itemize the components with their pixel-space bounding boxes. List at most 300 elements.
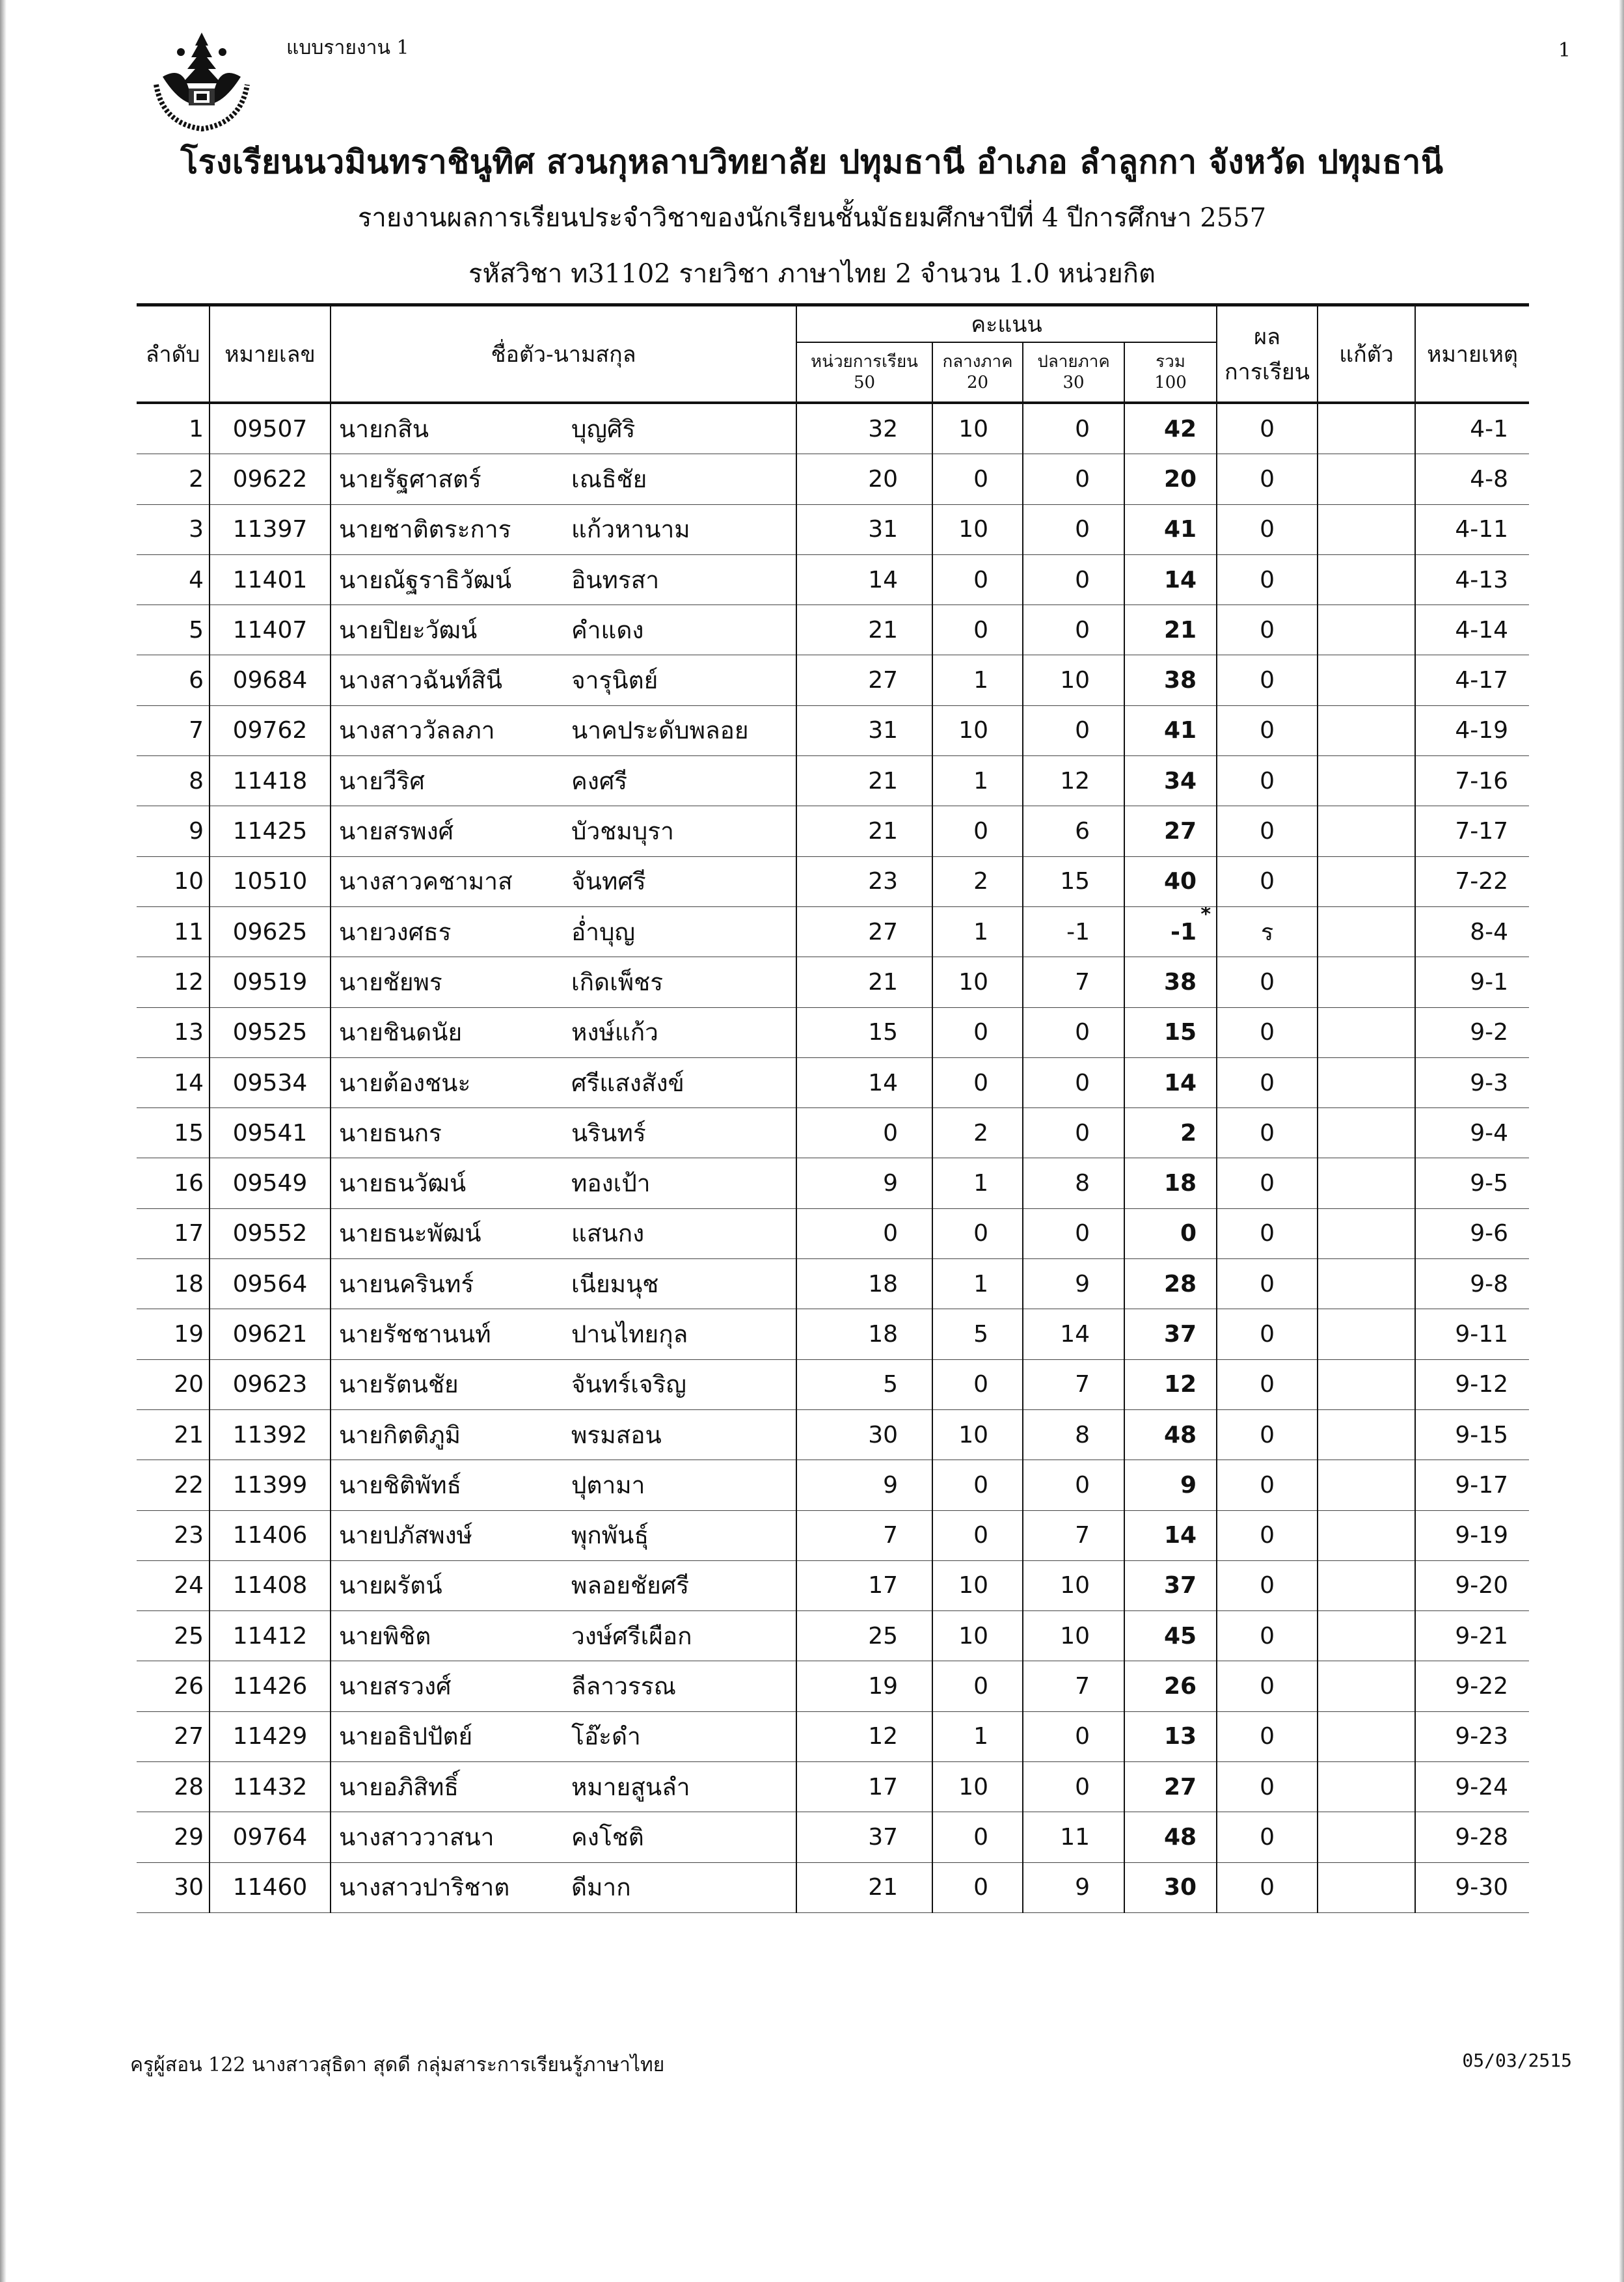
- cell-total-score: 0: [1124, 1208, 1217, 1258]
- cell-remark: 9-19: [1415, 1510, 1529, 1560]
- cell-result: 0: [1217, 1812, 1318, 1862]
- table-row: [137, 655, 1529, 705]
- col-header-result-line1: ผล: [1254, 324, 1280, 350]
- cell-no: 8: [137, 756, 210, 806]
- table-row: [137, 1259, 1529, 1309]
- cell-first-name: นายธนวัฒน์: [331, 1158, 571, 1208]
- cell-result: 0: [1217, 504, 1318, 554]
- cell-fix: [1318, 554, 1415, 604]
- table-row: [137, 1611, 1529, 1661]
- cell-total-score: -1 *: [1124, 906, 1217, 957]
- cell-unit-score: 9: [796, 1460, 932, 1510]
- table-row: [137, 1812, 1529, 1862]
- footer-date: 05/03/2515: [1462, 2050, 1572, 2071]
- cell-total-score: 37: [1124, 1309, 1217, 1359]
- cell-first-name: นายชาติตระการ: [331, 504, 571, 554]
- cell-fix: [1318, 756, 1415, 806]
- cell-fix: [1318, 1762, 1415, 1812]
- cell-result: 0: [1217, 1460, 1318, 1510]
- cell-student-id: 11401: [210, 554, 331, 604]
- cell-remark: 8-4: [1415, 906, 1529, 957]
- cell-last-name: จันทศรี: [571, 856, 796, 906]
- table-row: [137, 454, 1529, 504]
- table-row: [137, 1359, 1529, 1409]
- cell-fix: [1318, 655, 1415, 705]
- col-header-result: [1217, 305, 1318, 403]
- table-row: [137, 1108, 1529, 1158]
- cell-remark: 4-11: [1415, 504, 1529, 554]
- cell-remark: 9-30: [1415, 1862, 1529, 1912]
- cell-remark: 9-12: [1415, 1359, 1529, 1409]
- cell-first-name: นายสรพงศ์: [331, 806, 571, 856]
- col-header-total-label: รวม: [1156, 352, 1185, 372]
- cell-fix: [1318, 1611, 1415, 1661]
- cell-remark: 9-24: [1415, 1762, 1529, 1812]
- col-header-remark: หมายเหตุ: [1415, 305, 1529, 403]
- table-row: [137, 1510, 1529, 1560]
- cell-total-score: 28: [1124, 1259, 1217, 1309]
- cell-last-name: คงศรี: [571, 756, 796, 806]
- cell-first-name: นายต้องชนะ: [331, 1057, 571, 1107]
- cell-midterm-score: 2: [932, 856, 1023, 906]
- cell-midterm-score: 1: [932, 1711, 1023, 1761]
- cell-final-score: 10: [1023, 1560, 1124, 1610]
- cell-midterm-score: 10: [932, 705, 1023, 755]
- cell-last-name: เณธิชัย: [571, 454, 796, 504]
- cell-unit-score: 7: [796, 1510, 932, 1560]
- cell-fix: [1318, 1259, 1415, 1309]
- cell-final-score: 0: [1023, 1007, 1124, 1057]
- cell-student-id: 11408: [210, 1560, 331, 1610]
- cell-fix: [1318, 1661, 1415, 1711]
- cell-fix: [1318, 1711, 1415, 1761]
- grade-table-body: [137, 403, 1529, 1912]
- cell-last-name: หมายสูนลำ: [571, 1762, 796, 1812]
- col-header-scores: คะแนน: [796, 305, 1217, 343]
- cell-unit-score: 9: [796, 1158, 932, 1208]
- cell-result: 0: [1217, 1007, 1318, 1057]
- cell-final-score: 0: [1023, 705, 1124, 755]
- cell-last-name: จารุนิตย์: [571, 655, 796, 705]
- cell-student-id: 09764: [210, 1812, 331, 1862]
- col-header-no: ลำดับ: [137, 305, 210, 403]
- cell-fix: [1318, 906, 1415, 957]
- cell-unit-score: 14: [796, 1057, 932, 1107]
- cell-first-name: นายชินดนัย: [331, 1007, 571, 1057]
- cell-unit-score: 12: [796, 1711, 932, 1761]
- cell-unit-score: 23: [796, 856, 932, 906]
- cell-result: 0: [1217, 454, 1318, 504]
- cell-midterm-score: 0: [932, 1208, 1023, 1258]
- cell-no: 9: [137, 806, 210, 856]
- cell-midterm-score: 10: [932, 1409, 1023, 1460]
- cell-last-name: โอ๊ะดำ: [571, 1711, 796, 1761]
- cell-first-name: นายวงศธร: [331, 906, 571, 957]
- cell-fix: [1318, 1510, 1415, 1560]
- cell-midterm-score: 10: [932, 1560, 1023, 1610]
- cell-unit-score: 25: [796, 1611, 932, 1661]
- cell-final-score: 10: [1023, 1611, 1124, 1661]
- cell-last-name: นรินทร์: [571, 1108, 796, 1158]
- cell-midterm-score: 0: [932, 1510, 1023, 1560]
- cell-midterm-score: 1: [932, 655, 1023, 705]
- cell-result: 0: [1217, 957, 1318, 1007]
- cell-fix: [1318, 806, 1415, 856]
- cell-student-id: 11407: [210, 605, 331, 655]
- table-row: [137, 1460, 1529, 1510]
- cell-unit-score: 21: [796, 806, 932, 856]
- cell-last-name: นาคประดับพลอย: [571, 705, 796, 755]
- cell-last-name: คำแดง: [571, 605, 796, 655]
- cell-remark: 9-3: [1415, 1057, 1529, 1107]
- cell-remark: 4-19: [1415, 705, 1529, 755]
- cell-midterm-score: 0: [932, 1359, 1023, 1409]
- cell-student-id: 11406: [210, 1510, 331, 1560]
- cell-result: 0: [1217, 1611, 1318, 1661]
- cell-final-score: 7: [1023, 1359, 1124, 1409]
- cell-no: 2: [137, 454, 210, 504]
- cell-fix: [1318, 1460, 1415, 1510]
- cell-final-score: 12: [1023, 756, 1124, 806]
- cell-result: 0: [1217, 1158, 1318, 1208]
- cell-total-score: 14: [1124, 1510, 1217, 1560]
- cell-midterm-score: 0: [932, 806, 1023, 856]
- cell-unit-score: 0: [796, 1208, 932, 1258]
- cell-midterm-score: 1: [932, 756, 1023, 806]
- cell-remark: 9-1: [1415, 957, 1529, 1007]
- cell-last-name: เนียมนุช: [571, 1259, 796, 1309]
- footer-teacher: ครูผู้สอน 122 นางสาวสุธิดา สุดดี กลุ่มสาระการเรียนรู้ภาษาไทย: [130, 2054, 665, 2076]
- cell-student-id: 11429: [210, 1711, 331, 1761]
- cell-first-name: นายนครินทร์: [331, 1259, 571, 1309]
- cell-first-name: นายชัยพร: [331, 957, 571, 1007]
- cell-total-score: 26: [1124, 1661, 1217, 1711]
- table-row: [137, 605, 1529, 655]
- cell-result: 0: [1217, 1359, 1318, 1409]
- cell-no: 11: [137, 906, 210, 957]
- cell-result: 0: [1217, 1711, 1318, 1761]
- cell-unit-score: 18: [796, 1309, 932, 1359]
- cell-result: 0: [1217, 856, 1318, 906]
- cell-midterm-score: 5: [932, 1309, 1023, 1359]
- cell-final-score: 0: [1023, 1208, 1124, 1258]
- cell-student-id: 10510: [210, 856, 331, 906]
- cell-midterm-score: 0: [932, 1862, 1023, 1912]
- cell-remark: 7-22: [1415, 856, 1529, 906]
- cell-final-score: 9: [1023, 1259, 1124, 1309]
- cell-total-score: 14: [1124, 1057, 1217, 1107]
- cell-fix: [1318, 1208, 1415, 1258]
- cell-midterm-score: 10: [932, 957, 1023, 1007]
- cell-last-name: พุกพันธุ์: [571, 1510, 796, 1560]
- cell-unit-score: 5: [796, 1359, 932, 1409]
- cell-fix: [1318, 1057, 1415, 1107]
- cell-first-name: นายณัฐราธิวัฒน์: [331, 554, 571, 604]
- cell-no: 4: [137, 554, 210, 604]
- cell-midterm-score: 1: [932, 906, 1023, 957]
- cell-unit-score: 21: [796, 1862, 932, 1912]
- cell-result: 0: [1217, 554, 1318, 604]
- cell-total-score: 41: [1124, 705, 1217, 755]
- cell-remark: 9-6: [1415, 1208, 1529, 1258]
- cell-no: 17: [137, 1208, 210, 1258]
- cell-total-score: 13: [1124, 1711, 1217, 1761]
- cell-last-name: อ่ำบุญ: [571, 906, 796, 957]
- cell-final-score: 0: [1023, 1108, 1124, 1158]
- cell-remark: 9-21: [1415, 1611, 1529, 1661]
- cell-unit-score: 0: [796, 1108, 932, 1158]
- cell-student-id: 09519: [210, 957, 331, 1007]
- cell-last-name: ปานไทยกุล: [571, 1309, 796, 1359]
- cell-total-score: 2: [1124, 1108, 1217, 1158]
- cell-remark: 7-17: [1415, 806, 1529, 856]
- cell-final-score: 0: [1023, 1711, 1124, 1761]
- cell-total-score: 9: [1124, 1460, 1217, 1510]
- cell-no: 10: [137, 856, 210, 906]
- cell-no: 3: [137, 504, 210, 554]
- cell-student-id: 09541: [210, 1108, 331, 1158]
- cell-fix: [1318, 1158, 1415, 1208]
- cell-total-score: 40: [1124, 856, 1217, 906]
- cell-student-id: 11418: [210, 756, 331, 806]
- cell-result: 0: [1217, 655, 1318, 705]
- cell-unit-score: 19: [796, 1661, 932, 1711]
- cell-student-id: 11399: [210, 1460, 331, 1510]
- cell-midterm-score: 2: [932, 1108, 1023, 1158]
- cell-student-id: 09564: [210, 1259, 331, 1309]
- table-row: [137, 554, 1529, 604]
- scan-edge-right: [1619, 0, 1624, 2282]
- cell-final-score: 0: [1023, 403, 1124, 454]
- cell-fix: [1318, 403, 1415, 454]
- table-row: [137, 1208, 1529, 1258]
- cell-result: 0: [1217, 705, 1318, 755]
- col-header-final-max: 30: [1062, 373, 1085, 392]
- cell-remark: 4-17: [1415, 655, 1529, 705]
- col-header-unit-max: 50: [853, 373, 876, 392]
- cell-fix: [1318, 454, 1415, 504]
- cell-no: 21: [137, 1409, 210, 1460]
- cell-student-id: 09507: [210, 403, 331, 454]
- cell-result: 0: [1217, 1309, 1318, 1359]
- cell-unit-score: 18: [796, 1259, 932, 1309]
- col-header-result-line2: การเรียน: [1225, 359, 1310, 385]
- cell-student-id: 09684: [210, 655, 331, 705]
- form-label: แบบรายงาน 1: [286, 36, 409, 59]
- cell-no: 6: [137, 655, 210, 705]
- cell-first-name: นายสรวงศ์: [331, 1661, 571, 1711]
- cell-total-score: 38: [1124, 957, 1217, 1007]
- cell-midterm-score: 0: [932, 1007, 1023, 1057]
- cell-midterm-score: 0: [932, 1661, 1023, 1711]
- table-row: [137, 1007, 1529, 1057]
- cell-student-id: 11432: [210, 1762, 331, 1812]
- cell-midterm-score: 10: [932, 1611, 1023, 1661]
- cell-total-score: 37: [1124, 1560, 1217, 1610]
- cell-last-name: ศรีแสงสังข์: [571, 1057, 796, 1107]
- cell-student-id: 11392: [210, 1409, 331, 1460]
- report-title: รายงานผลการเรียนประจำวิชาของนักเรียนชั้นมัธยมศึกษาปีที่ 4 ปีการศึกษา 2557: [357, 203, 1267, 233]
- cell-result: 0: [1217, 1108, 1318, 1158]
- table-row: [137, 1711, 1529, 1761]
- cell-no: 19: [137, 1309, 210, 1359]
- cell-unit-score: 31: [796, 705, 932, 755]
- cell-no: 28: [137, 1762, 210, 1812]
- cell-total-score: 20: [1124, 454, 1217, 504]
- cell-last-name: คงโชติ: [571, 1812, 796, 1862]
- table-row: [137, 806, 1529, 856]
- cell-no: 30: [137, 1862, 210, 1912]
- cell-no: 23: [137, 1510, 210, 1560]
- cell-total-score: 38: [1124, 655, 1217, 705]
- cell-fix: [1318, 605, 1415, 655]
- cell-last-name: บัวชมบุรา: [571, 806, 796, 856]
- cell-first-name: นางสาววาสนา: [331, 1812, 571, 1862]
- cell-remark: 9-28: [1415, 1812, 1529, 1862]
- cell-total-score: 48: [1124, 1812, 1217, 1862]
- cell-student-id: 11426: [210, 1661, 331, 1711]
- cell-remark: 9-4: [1415, 1108, 1529, 1158]
- cell-last-name: ลีลาวรรณ: [571, 1661, 796, 1711]
- cell-student-id: 09622: [210, 454, 331, 504]
- cell-result: 0: [1217, 806, 1318, 856]
- cell-result: 0: [1217, 403, 1318, 454]
- cell-first-name: นางสาววัลลภา: [331, 705, 571, 755]
- table-row: [137, 705, 1529, 755]
- cell-midterm-score: 10: [932, 403, 1023, 454]
- cell-student-id: 09625: [210, 906, 331, 957]
- cell-last-name: ทองเป้า: [571, 1158, 796, 1208]
- cell-first-name: นายธนกร: [331, 1108, 571, 1158]
- col-header-total: [1124, 342, 1217, 403]
- cell-remark: 4-1: [1415, 403, 1529, 454]
- cell-first-name: นายรัตนชัย: [331, 1359, 571, 1409]
- cell-last-name: พลอยชัยศรี: [571, 1560, 796, 1610]
- cell-no: 18: [137, 1259, 210, 1309]
- cell-fix: [1318, 1409, 1415, 1460]
- col-header-total-max: 100: [1154, 373, 1187, 392]
- table-row: [137, 1862, 1529, 1912]
- cell-final-score: 0: [1023, 1460, 1124, 1510]
- cell-total-score: 45: [1124, 1611, 1217, 1661]
- cell-last-name: บุญศิริ: [571, 403, 796, 454]
- cell-first-name: นายอธิปปัตย์: [331, 1711, 571, 1761]
- cell-first-name: นายชิติพัทธ์: [331, 1460, 571, 1510]
- cell-fix: [1318, 504, 1415, 554]
- table-row: [137, 504, 1529, 554]
- cell-midterm-score: 0: [932, 554, 1023, 604]
- cell-result: 0: [1217, 1560, 1318, 1610]
- cell-total-score: 48: [1124, 1409, 1217, 1460]
- table-row: [137, 1560, 1529, 1610]
- cell-unit-score: 21: [796, 957, 932, 1007]
- cell-first-name: นางสาวคชามาส: [331, 856, 571, 906]
- cell-student-id: 09549: [210, 1158, 331, 1208]
- table-row: [137, 856, 1529, 906]
- col-header-midterm-max: 20: [966, 373, 989, 392]
- cell-no: 26: [137, 1661, 210, 1711]
- cell-last-name: ดีมาก: [571, 1862, 796, 1912]
- cell-student-id: 11460: [210, 1862, 331, 1912]
- table-row: [137, 1409, 1529, 1460]
- cell-unit-score: 17: [796, 1560, 932, 1610]
- cell-no: 29: [137, 1812, 210, 1862]
- cell-no: 24: [137, 1560, 210, 1610]
- cell-final-score: 14: [1023, 1309, 1124, 1359]
- table-row: [137, 1309, 1529, 1359]
- cell-no: 12: [137, 957, 210, 1007]
- cell-final-score: -1: [1023, 906, 1124, 957]
- table-row: [137, 1762, 1529, 1812]
- cell-unit-score: 21: [796, 756, 932, 806]
- cell-remark: 9-17: [1415, 1460, 1529, 1510]
- cell-first-name: นายปิยะวัฒน์: [331, 605, 571, 655]
- scan-edge-left: [0, 0, 7, 2282]
- cell-final-score: 7: [1023, 1510, 1124, 1560]
- cell-first-name: นายรัฐศาสตร์: [331, 454, 571, 504]
- cell-final-score: 0: [1023, 454, 1124, 504]
- cell-midterm-score: 10: [932, 1762, 1023, 1812]
- cell-total-score: 41: [1124, 504, 1217, 554]
- cell-student-id: 09525: [210, 1007, 331, 1057]
- cell-final-score: 10: [1023, 655, 1124, 705]
- cell-first-name: นางสาวฉันท์สินี: [331, 655, 571, 705]
- cell-result: ร: [1217, 906, 1318, 957]
- cell-total-score: 27: [1124, 1762, 1217, 1812]
- cell-unit-score: 17: [796, 1762, 932, 1812]
- cell-final-score: 8: [1023, 1158, 1124, 1208]
- cell-last-name: พรมสอน: [571, 1409, 796, 1460]
- school-title: โรงเรียนนวมินทราชินูทิศ สวนกุหลาบวิทยาลัย ปทุมธานี อำเภอ ลำลูกกา จังหวัด ปทุมธานี: [180, 143, 1444, 181]
- table-row: [137, 756, 1529, 806]
- cell-final-score: 0: [1023, 1057, 1124, 1107]
- cell-fix: [1318, 705, 1415, 755]
- cell-first-name: นางสาวปาริชาต: [331, 1862, 571, 1912]
- table-row: [137, 403, 1529, 454]
- col-header-fix: แก้ตัว: [1318, 305, 1415, 403]
- col-header-name: ชื่อตัว-นามสกุล: [331, 305, 796, 403]
- cell-last-name: เกิดเพ็ชร: [571, 957, 796, 1007]
- cell-unit-score: 15: [796, 1007, 932, 1057]
- table-row: [137, 1057, 1529, 1107]
- cell-no: 1: [137, 403, 210, 454]
- cell-first-name: นายธนะพัฒน์: [331, 1208, 571, 1258]
- cell-midterm-score: 1: [932, 1158, 1023, 1208]
- cell-unit-score: 32: [796, 403, 932, 454]
- cell-last-name: หงษ์แก้ว: [571, 1007, 796, 1057]
- cell-remark: 9-11: [1415, 1309, 1529, 1359]
- cell-total-score: 34: [1124, 756, 1217, 806]
- page-number: 1: [1558, 39, 1571, 62]
- col-header-midterm-label: กลางภาค: [942, 352, 1013, 372]
- cell-unit-score: 37: [796, 1812, 932, 1862]
- cell-remark: 4-13: [1415, 554, 1529, 604]
- cell-unit-score: 30: [796, 1409, 932, 1460]
- cell-result: 0: [1217, 1057, 1318, 1107]
- cell-result: 0: [1217, 1510, 1318, 1560]
- cell-final-score: 9: [1023, 1862, 1124, 1912]
- cell-midterm-score: 0: [932, 1460, 1023, 1510]
- cell-fix: [1318, 1812, 1415, 1862]
- cell-final-score: 6: [1023, 806, 1124, 856]
- cell-fix: [1318, 957, 1415, 1007]
- cell-remark: 9-20: [1415, 1560, 1529, 1610]
- cell-total-score: 30: [1124, 1862, 1217, 1912]
- cell-no: 16: [137, 1158, 210, 1208]
- cell-total-score: 14: [1124, 554, 1217, 604]
- cell-result: 0: [1217, 1259, 1318, 1309]
- cell-no: 14: [137, 1057, 210, 1107]
